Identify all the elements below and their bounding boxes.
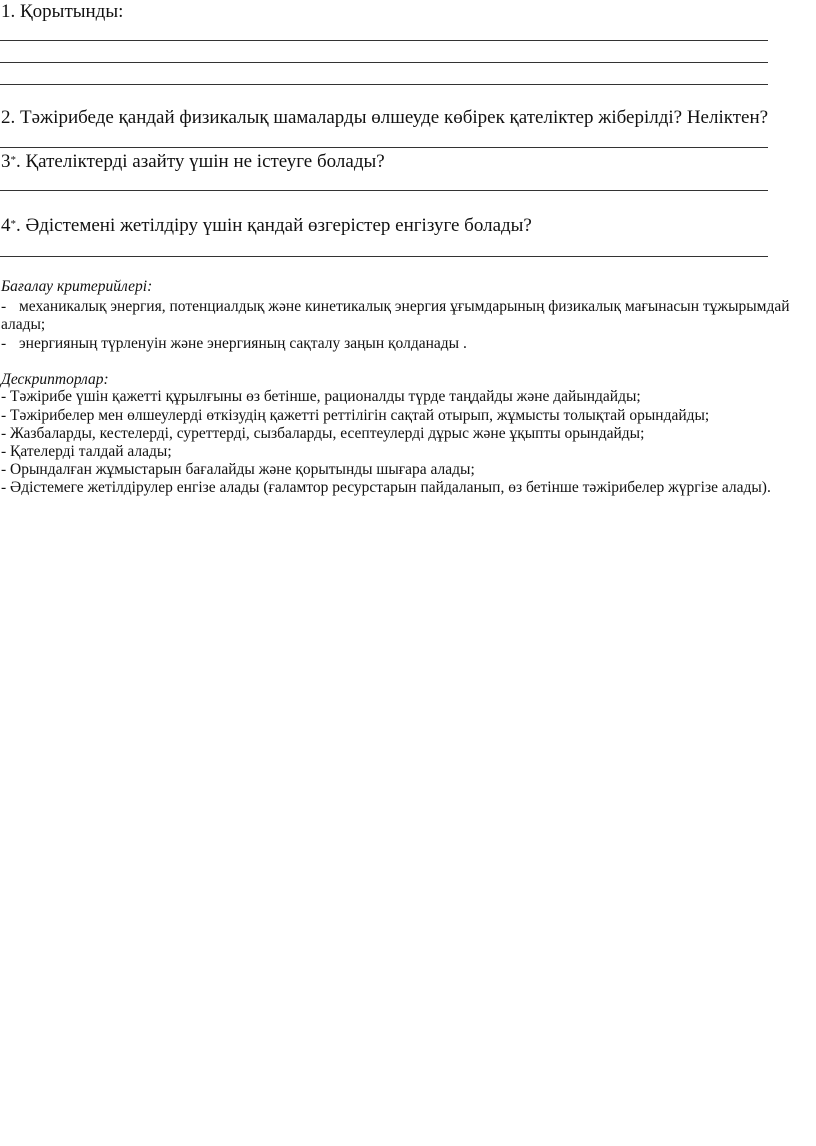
criteria-heading: Бағалау критерийлері: [1, 278, 153, 295]
criteria-item-continuation: алады; [1, 316, 46, 333]
descriptor-item: - Әдістемеге жетілдірулер енгізе алады (ғаламтор ресурстарын пайдаланып, өз бетінше тәжірибелер жүргізе алады). [1, 479, 771, 496]
descriptor-item: - Тәжірибе үшін қажетті құрылғыны өз бетінше, рационалды түрде таңдайды және дайындайды; [1, 388, 641, 405]
descriptor-item: - Орындалған жұмыстарын бағалайды және қорытынды шығара алады; [1, 461, 475, 478]
asterisk: * [10, 154, 16, 166]
question-4-number: 4 [1, 215, 11, 236]
descriptor-item: - Тәжірибелер мен өлшеулерді өткізудің қажетті реттілігін сақтай отырып, жұмысты толықтай орындайды; [1, 407, 710, 424]
criteria-item [1, 298, 790, 316]
asterisk: * [10, 218, 16, 230]
dash: - [1, 335, 7, 352]
answer-line [0, 84, 768, 85]
answer-line [0, 40, 768, 41]
question-4 [1, 215, 532, 237]
question-2: 2. Тәжірибеде қандай физикалық шамаларды өлшеуде көбірек қателіктер жіберілді? Неліктен? [1, 107, 769, 128]
descriptor-item: - Жазбаларды, кестелерді, суреттерді, сызбаларды, есептеулерді дұрыс және ұқыпты орындайды; [1, 425, 645, 442]
question-1: 1. Қорытынды: [1, 1, 124, 22]
criteria-item-text: энергияның түрленуін және энергияның сақталу заңын қолданады . [19, 335, 467, 352]
answer-line [0, 190, 768, 191]
question-3-number: 3 [1, 151, 11, 172]
dash: - [1, 298, 7, 315]
answer-line [0, 256, 768, 257]
question-3 [1, 151, 385, 173]
descriptor-item: - Қателерді талдай алады; [1, 443, 172, 460]
criteria-item [1, 335, 467, 353]
answer-line [0, 147, 768, 148]
criteria-item-text: механикалық энергия, потенциалдық және кинетикалық энергия ұғымдарының физикалық мағынасын тұжырымдай [19, 298, 790, 315]
question-4-text: . Әдістемені жетілдіру үшін қандай өзгерістер енгізуге болады? [16, 215, 532, 236]
descriptors-heading: Дескрипторлар: [1, 371, 109, 388]
answer-line [0, 62, 768, 63]
question-3-text: . Қателіктерді азайту үшін не істеуге болады? [16, 151, 385, 172]
